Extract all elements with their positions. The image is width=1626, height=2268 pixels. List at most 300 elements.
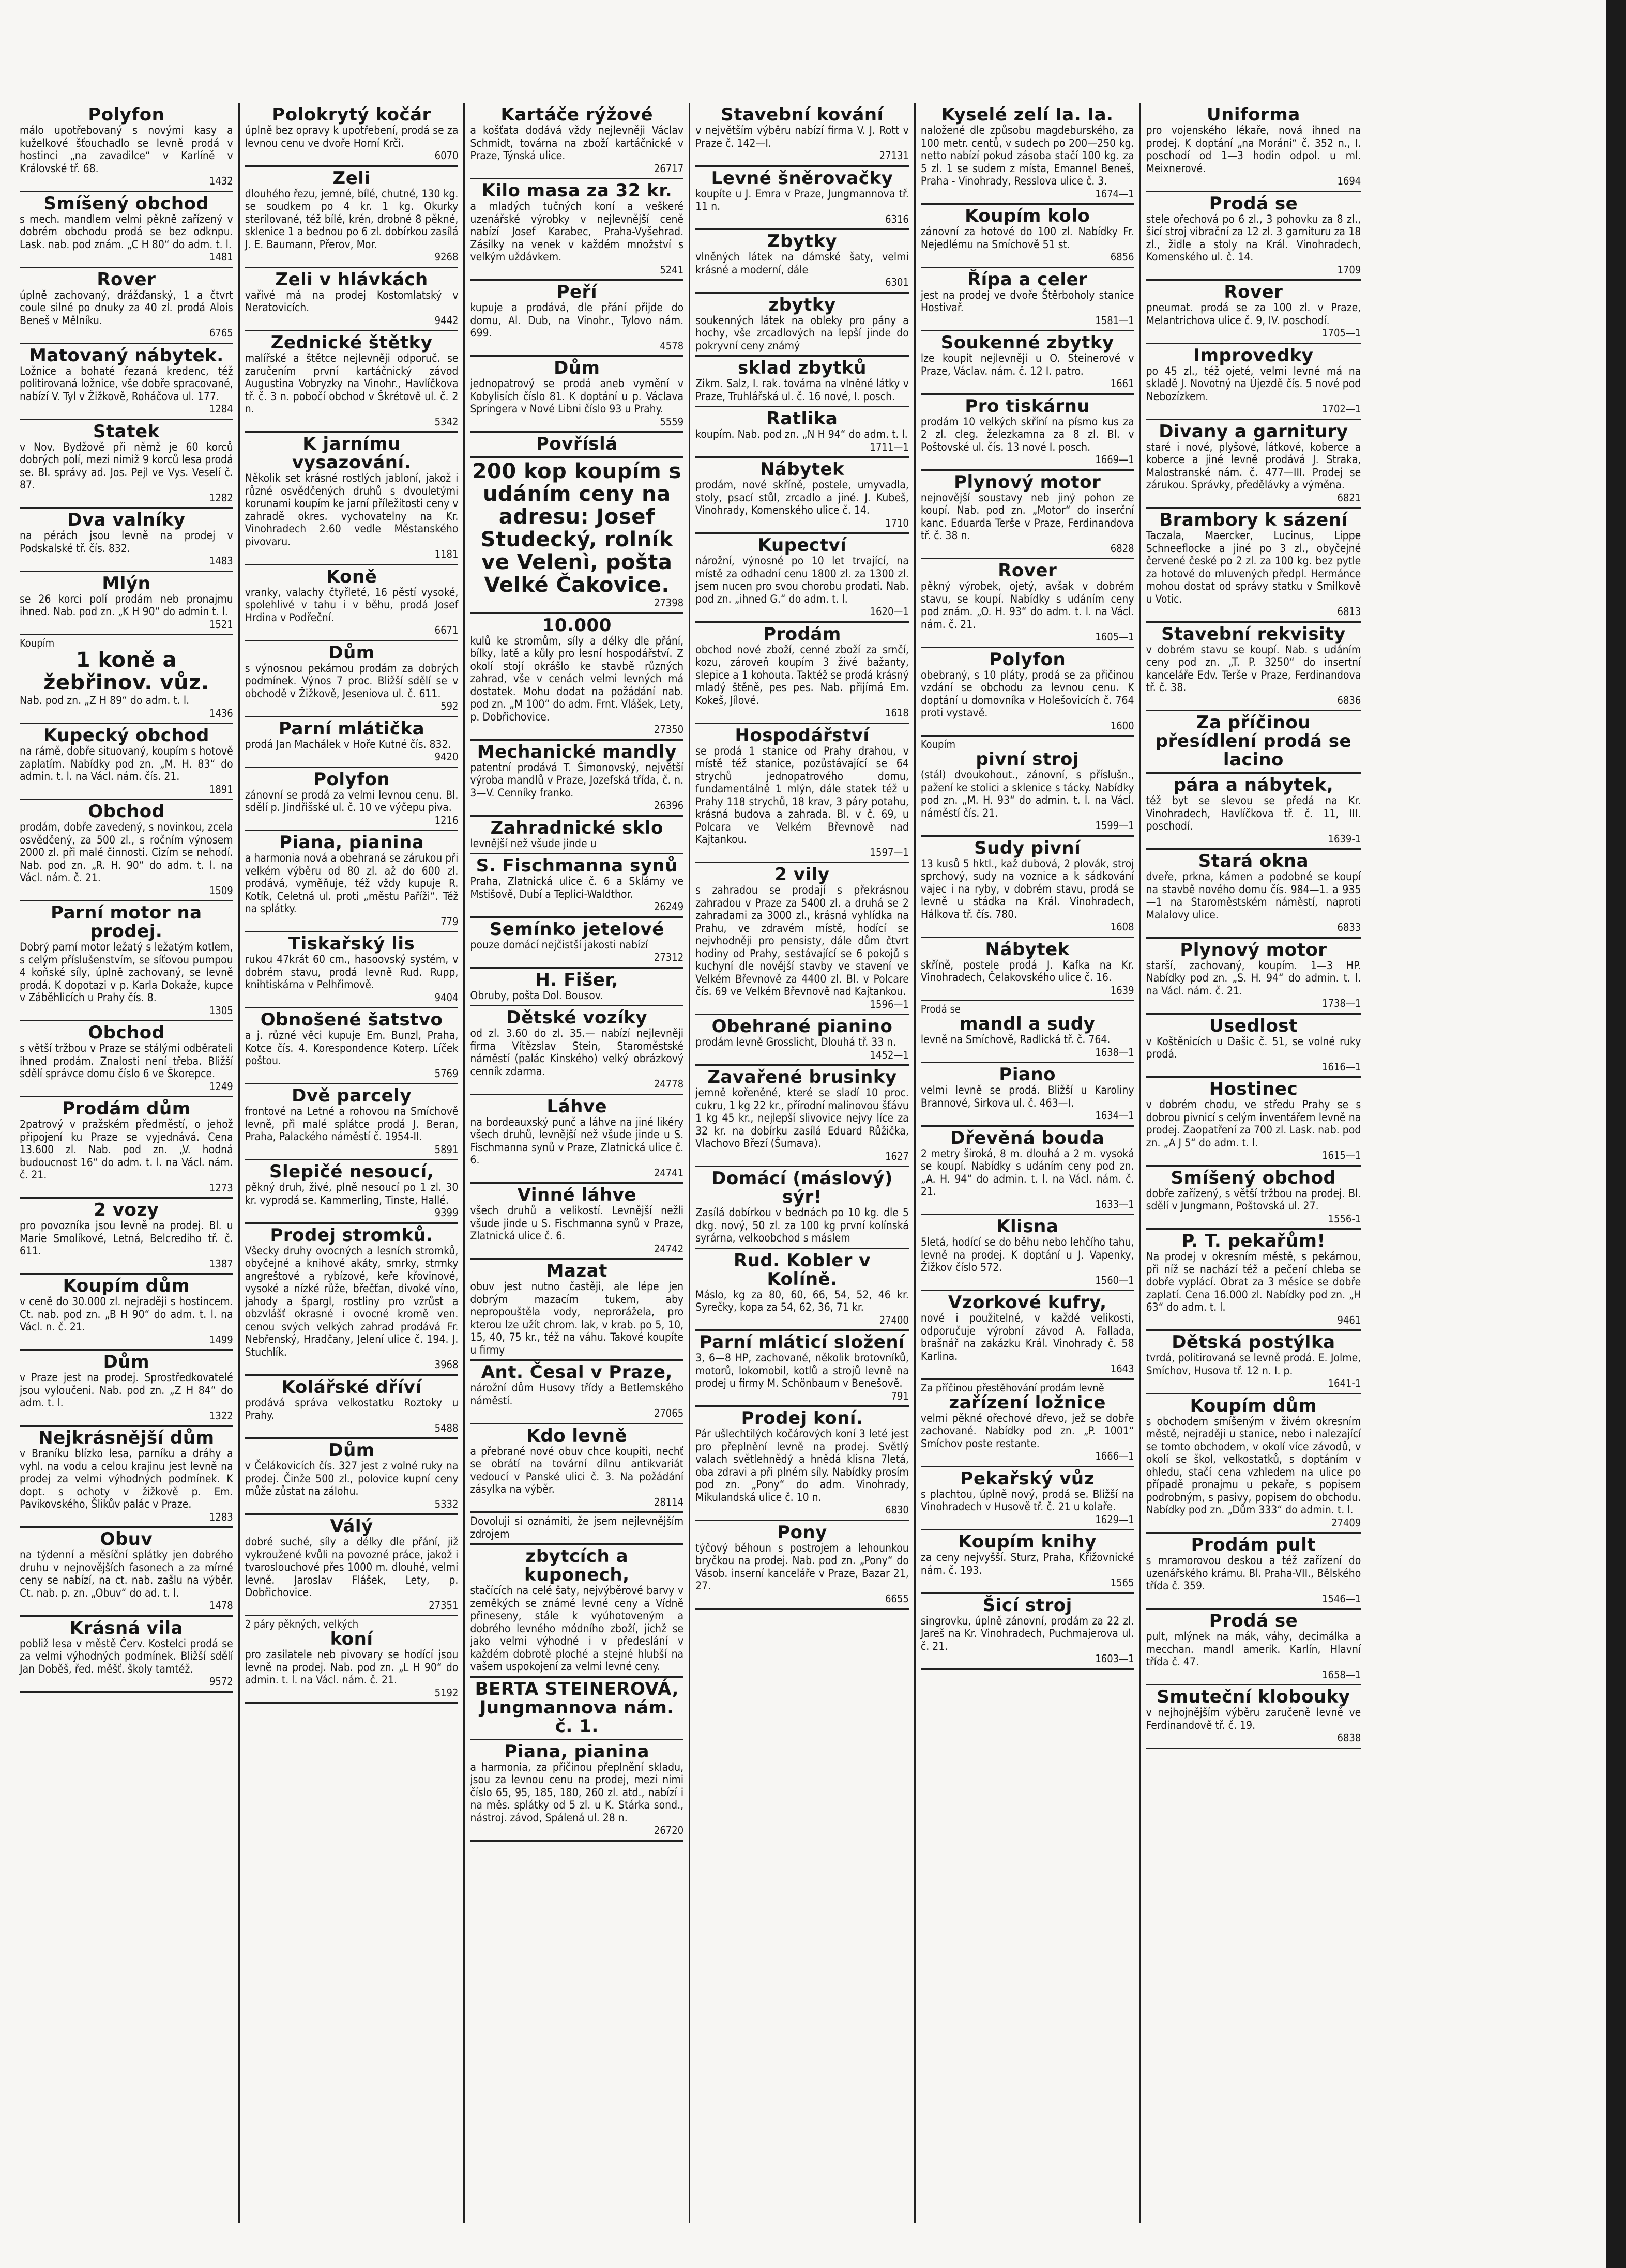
ad-title: Dům	[554, 358, 600, 378]
ad-code: 9399	[434, 1206, 459, 1219]
ad-title: Řípa a celer	[967, 269, 1088, 290]
ad-code: 6813	[1337, 605, 1361, 618]
ad-title: Obchod	[88, 1022, 165, 1043]
ad-title: Improvedky	[1193, 345, 1314, 366]
classified-ad	[921, 268, 1134, 332]
ad-code: 5192	[434, 1686, 459, 1699]
classified-ads-page	[14, 103, 1591, 2223]
classified-ad	[921, 331, 1134, 395]
ad-body: a přebrané nové obuv chce koupiti, nechť se obrátí na tovární dílnu antikvariát vedoucí v Panské ulici č. 3. Na požádání zásylka na výběr.	[470, 1445, 684, 1495]
ad-body: v Praze jest na prodej. Sprostředkovatelé jsou vyloučeni. Nab. pod zn. „Z H 84“ do adm. t. l.	[20, 1371, 233, 1409]
classified-ad	[921, 837, 1134, 938]
classified-ad	[20, 420, 233, 509]
ad-code: 6856	[1110, 251, 1134, 263]
ad-title: 200 kop koupím s udáním ceny na adresu: Josef Studecký, rolník ve Velenì, pošta Velké Čakovice.	[472, 459, 681, 597]
ad-title: Piano	[999, 1064, 1056, 1085]
ad-code: 24778	[654, 1078, 684, 1090]
classified-ad	[470, 1095, 683, 1184]
ad-body: prodá Jan Machálek v Hoře Kutné čís. 832.	[245, 738, 451, 750]
ad-title: Rover	[97, 269, 156, 290]
classified-ad	[921, 1380, 1134, 1467]
ad-body: vranky, valachy čtyřleté, 16 pěstí vysoké, spolehlivé v tahu i v běhu, prodá Josef Hrdina v Podřeční.	[245, 586, 459, 624]
classified-ad	[695, 407, 909, 458]
ad-body: a harmonia nová a obehraná se zárukou při velkém výběru od 80 zl. až do 600 zl. prodává, vyměňuje, též vždy kupuje R. Kotík, Celetná ul. proti „městu Paříži“. Též na splátky.	[245, 852, 459, 915]
ad-code: 1605—1	[1095, 631, 1134, 643]
classified-ad	[20, 901, 233, 1021]
ad-body: dlouhého řezu, jemné, bílé, chutné, 130 kg. se soudkem po 4 kr. 1 kg. Okurky sterilované, též bílé, krén, drobné 8 pěkné, sklenice 1 a bednou po 6 zl. dobírkou zasílá J. E. Baumann, Přerov, Mor.	[245, 187, 459, 251]
ad-title: Kolářské dříví	[281, 1376, 422, 1398]
ad-code: 1596—1	[870, 998, 909, 1010]
ad-title: Dětská postýlka	[1172, 1332, 1335, 1353]
ad-code: 6830	[885, 1504, 909, 1516]
ad-body: tvrdá, politirovaná se levně prodá. E. Jolme, Smíchov, Husova tř. 12 n. I. p.	[1146, 1352, 1361, 1377]
ad-code: 1694	[1337, 175, 1361, 187]
classified-ad	[1146, 1331, 1361, 1394]
ad-title: Stará okna	[1198, 851, 1309, 871]
classified-ad	[245, 768, 459, 832]
classified-ad	[20, 268, 233, 344]
ad-code: 27409	[1331, 1516, 1361, 1529]
ad-title: Zbytky	[767, 231, 838, 252]
ad-title: Brambory k sázení	[1159, 510, 1348, 530]
ad-title: Za příčinou přesídlení prodá se lacino	[1155, 712, 1352, 770]
classified-ad	[1146, 103, 1361, 192]
ad-title: Kupectví	[757, 535, 847, 556]
ad-body: Ložnice a bohaté řezaná kredenc, též politirovaná ložnice, vše dobře spracované, nabízí V. Tyl v Žižkově, Roháčova ul. 177.	[20, 364, 233, 403]
classified-ad	[470, 1260, 683, 1361]
ad-code: 9268	[434, 251, 459, 263]
classified-ad	[245, 565, 459, 641]
ad-title: Zeli v hlávkách	[275, 269, 428, 290]
ad-body: Máslo, kg za 80, 60, 66, 54, 52, 46 kr. Syrečky, kopa za 54, 62, 36, 71 kr.	[695, 1288, 909, 1313]
classified-ad	[245, 1376, 459, 1439]
classified-ad	[921, 737, 1134, 837]
classified-ad	[20, 103, 233, 192]
ad-body: v ceně do 30.000 zl. nejraději s hostincem. Ct. nab. pod zn. „B H 90“ do adm. t. l. na Václ. n. č. 21.	[20, 1295, 233, 1333]
ad-code: 9420	[434, 750, 459, 763]
ad-title: Slepičé nesoucí,	[269, 1161, 434, 1182]
ad-body: v Braníku blízko lesa, parníku a dráhy a vyhl. na vodu a celou krajinu jest levně na prodej za velmi výhodných podmínek. K dopt. s ochoty v žižkově p. Em. Pavikovského, Šlikův palác v Praze.	[20, 1447, 233, 1510]
ad-code: 1273	[209, 1181, 233, 1194]
ad-code: 5559	[660, 415, 684, 428]
classified-ad	[20, 1097, 233, 1199]
ad-code: 1669—1	[1095, 453, 1134, 466]
ad-title: Semínko jetelové	[489, 918, 664, 940]
ad-title: Vinné láhve	[517, 1185, 636, 1205]
ad-title: Plynový motor	[1180, 939, 1327, 960]
ad-title: Koupím dům	[1190, 1395, 1317, 1416]
ad-code: 6765	[209, 327, 233, 339]
ad-body: s větší tržbou v Praze se stálými odběrateli ihned prodám. Znalosti není třeba. Bližší sdělí správce domu číslo 6 ve Škorepce.	[20, 1042, 233, 1080]
ad-title: 1 koně a žebřinov. vůz.	[43, 648, 209, 695]
ad-title: Obnošené šatstvo	[260, 1009, 443, 1030]
ad-prefix: 2 páry pěkných, velkých	[245, 1618, 359, 1630]
ad-title: 2 vozy	[94, 1200, 159, 1220]
ad-body: rukou 47krát 60 cm., hasoovský systém, v dobrém stavu, prodá levně Rud. Rupp, knihtiskárna v Pelhřimově.	[245, 953, 459, 991]
ad-code: 1597—1	[870, 846, 909, 859]
ad-title: Ratlika	[766, 408, 838, 429]
ad-title: Kupecký obchod	[43, 725, 209, 746]
ad-title: Parní mláticí složení	[699, 1332, 905, 1353]
classified-ad	[1146, 1394, 1361, 1534]
ad-body: s zahradou se prodají s překrásnou zahradou v Praze za 5400 zl. a druhá se 2 zahradami za 3000 zl., krásná vyhlídka na Prahu, ve zdravém místě, hodící se nejvhodněji pro pensisty, dále dům čtvrt hodiny od Prahy, sestávající se 6 pokojů s kuchyní dle novější stavby ve stavení ve Velkém Břevnově za 4400 zl. Bl. v Polcare čís. 69 ve Velkém Břevnově nad Kajtankou.	[695, 884, 909, 998]
ad-title: Obchod	[88, 801, 165, 822]
ad-code: 6833	[1337, 921, 1361, 933]
ad-body: v dobrém stavu se koupí. Nab. s udáním ceny pod zn. „T. P. 3250“ do insertní kanceláře Edv. Terše v Praze, Ferdinandova tř. č. 38.	[1146, 643, 1361, 694]
classified-ad	[470, 281, 683, 357]
ad-body: nové i použitelné, v každé velikosti, odporučuje výrobní závod A. Fallada, brašnář na zakázku Král. Vinohrady č. 58 Karlina.	[920, 1312, 1134, 1362]
ad-title: Statek	[93, 421, 160, 442]
classified-ad	[921, 1467, 1134, 1531]
ad-title: pivní stroj	[976, 749, 1080, 770]
ad-code: 1284	[209, 403, 233, 415]
classified-ad	[20, 1528, 233, 1617]
classified-ad	[470, 1424, 683, 1513]
ad-code: 1565	[1110, 1576, 1134, 1589]
classified-ad	[921, 938, 1134, 1002]
ad-title: Usedlost	[1209, 1015, 1298, 1036]
ad-body: Zasílá dobírkou v bednách po 10 kg. dle 5 dkg. nový, 50 zl. za 100 kg první kolínská syrárna, velkoobchod s máslem	[695, 1206, 909, 1244]
classified-ad	[245, 103, 459, 167]
ad-title: 10.000	[542, 615, 612, 636]
ad-body: s mramorovou deskou a též zařízení do uzenářského krámu. Bl. Praha-VII., Bělského třída č. 359.	[1146, 1554, 1361, 1592]
ad-body: vlněných látek na dámské šaty, velmi krásné a moderní, dále	[695, 251, 909, 276]
ad-body: též byt se slevou se předá na Kr. Vinohradech, Havlíčkova tř. č. 11, III. poschodí.	[1146, 794, 1361, 832]
ad-title: Nejkrásnější dům	[38, 1428, 215, 1448]
ad-body: v Čelákovicích čís. 327 jest z volné ruky na prodej. Činže 500 zl., polovice kupní ceny může zůstat na zálohu.	[245, 1460, 459, 1497]
ad-body: prodám 10 velkých skříní na písmo kus za 2 zl. cleg. železkamna za 8 zl. Bl. v Poštovské ul. čís. 13 nové I. posch.	[920, 415, 1134, 453]
classified-ad	[921, 103, 1134, 205]
classified-ad	[470, 1184, 683, 1260]
ad-code: 1738—1	[1322, 997, 1361, 1009]
classified-ad	[245, 1084, 459, 1160]
ad-title: P. T. pekařům!	[1181, 1231, 1326, 1251]
ad-title: Dvě parcely	[292, 1085, 412, 1106]
ad-code: 9404	[434, 991, 459, 1004]
ad-code: 1249	[209, 1080, 233, 1093]
classified-ad	[921, 648, 1134, 737]
ad-body: pro vojenského lékaře, nová ihned na prodej. K doptání „na Moráni“ č. 352 n., I. poschodí od 1—3 hodin odpol. u ml. Meixnerové.	[1146, 124, 1361, 175]
ad-title: Krásná vila	[69, 1617, 183, 1638]
ad-body: v největším výběru nabízí firma V. J. Rott v Praze č. 142—I.	[695, 124, 909, 149]
ad-body: s obchodem smíšeným v živém okresním městě, nejraději u stanice, nebo i nalezající se tomto obchodem, v okolí více závodů, v okolí se škol, velkostatků, s doptáním v ohledu, stačí cena vzhledem na ulice po případě pronajmu u pekaře, s popisem podrobným, s pasivy, popisem do obchodu. Nabídky pod zn. „Dům 333“ do admin. t. l.	[1146, 1415, 1361, 1516]
ad-title: Pekařský vůz	[960, 1468, 1095, 1489]
classified-ad	[245, 932, 459, 1008]
ad-code: 1305	[209, 1004, 233, 1017]
classified-ad	[921, 205, 1134, 268]
classified-ad	[245, 1515, 459, 1616]
ad-body: malířské a štětce nejlevněji odporuč. se zaručením první kartáčnický závod Augustina Vobryzky na Vinohr., Havlíčkova tř. č. 3 n. pobočí obchod v Škrétově ul. č. 2 n.	[245, 352, 459, 415]
ad-title: Polyfon	[88, 104, 165, 125]
column-6	[1141, 103, 1366, 2223]
ad-body: levnější než všude jinde u	[470, 837, 597, 850]
ad-title: Koně	[326, 566, 377, 587]
ad-code: 1658—1	[1322, 1668, 1361, 1681]
ad-prefix: Za příčinou přestěhování prodám levně	[920, 1381, 1104, 1394]
ad-title: Dům	[328, 1440, 375, 1461]
classified-ad	[695, 1249, 909, 1331]
ad-title: Prodám pult	[1191, 1535, 1316, 1555]
ad-code: 1674—1	[1095, 187, 1134, 200]
ad-code: 6828	[1110, 542, 1134, 555]
classified-ad	[20, 192, 233, 268]
classified-ad	[470, 741, 683, 817]
ad-body: koupíte u J. Emra v Praze, Jungmannova tř. 11 n.	[695, 187, 909, 212]
ad-title: Sudy pivní	[974, 837, 1081, 859]
ad-body: prodává správa velkostatku Roztoky u Prahy.	[245, 1396, 459, 1421]
classified-ad	[695, 724, 909, 864]
ad-body: dobře zařízený, s větší tržbou na prodej. Bl. sdělí v Jungmann, Poštovská ul. 27.	[1146, 1187, 1361, 1212]
ad-code: 4578	[660, 339, 684, 352]
ad-code: 27351	[429, 1599, 459, 1612]
ad-body: vařivé má na prodej Kostomlatský v Neratovicích.	[245, 288, 459, 314]
ad-code: 5769	[434, 1067, 459, 1080]
ad-title: Divany a garnitury	[1159, 421, 1348, 442]
ad-body: a harmonia, za přičinou přeplnění skladu, jsou za levnou cenu na prodej, mezi nimi číslo 65, 95, 185, 180, 260 zl. atd., nabízí i na měs. splátky od 5 zl. u K. Stárka sond., nástroj. závod, Spálená ul. 28 n.	[470, 1760, 684, 1824]
column-4	[690, 103, 916, 2223]
ad-body: dobré suché, síly a délky dle přání, již vykroužené kvůli na povozné práce, jakož i tvaroslouchové přes 1000 m. dlouhé, velmi levně. Jaroslav Flášek, Lety, p. Dobřichovice.	[245, 1536, 459, 1599]
classified-ad	[695, 1015, 909, 1066]
ad-body: úplně bez opravy k upotřebení, prodá se za levnou cenu ve dvoře Horní Krči.	[245, 124, 459, 149]
classified-ad	[245, 717, 459, 768]
ad-code: 6838	[1337, 1731, 1361, 1744]
scan-edge-bar	[1606, 0, 1626, 2268]
ad-body: zánovní za hotové do 100 zl. Nabídky Fr. Nejedlému na Smíchově 51 st.	[920, 225, 1134, 251]
ad-title: mandl a sudy	[960, 1014, 1096, 1034]
ad-code: 1483	[209, 555, 233, 567]
ad-title: Prodá se	[1209, 1611, 1298, 1631]
ad-code: 6821	[1337, 491, 1361, 504]
ad-code: 1322	[209, 1409, 233, 1422]
ad-title: Rud. Kobler v Kolíně.	[734, 1250, 871, 1290]
ad-body: prodám levně Grosslicht, Dlouhá tř. 33 n.	[695, 1036, 896, 1048]
classified-ad	[20, 1199, 233, 1275]
ad-title: Polyfon	[313, 769, 390, 790]
classified-ad	[1146, 1015, 1361, 1078]
ad-body: málo upotřebovaný s novými kasy a kuželkové šťouchadlo se levně prodá v hostinci „na zavadilce“ v Karlíně v Královské tř. 68.	[20, 124, 233, 175]
ad-title: Parní motor na prodej.	[51, 902, 202, 942]
classified-ad	[20, 1617, 233, 1693]
classified-ad	[245, 641, 459, 717]
ad-body: se 26 korci polí prodám neb pronajmu ihned. Nab. pod zn. „K H 90“ do admin t. l.	[20, 592, 233, 618]
ad-code: 26396	[654, 799, 684, 811]
ad-body: soukenných látek na obleky pro pány a hochy, vše zrcadlových na lepší jinde do pokryvní ceny známý	[695, 314, 909, 352]
classified-ad	[695, 103, 909, 167]
ad-code: 24741	[654, 1166, 684, 1179]
classified-ad	[921, 1127, 1134, 1216]
classified-ad	[1146, 623, 1361, 712]
ad-title: Prodám dům	[62, 1098, 191, 1119]
ad-title: Kartáče rýžové	[500, 104, 654, 125]
ad-code: 1581—1	[1095, 314, 1134, 327]
ad-body: a j. různé věci kupuje Em. Bunzl, Praha, Kotce čís. 4. Korespondence Koterp. Líček poštou.	[245, 1029, 459, 1067]
ad-title: Dům	[103, 1352, 150, 1372]
ad-title: Pony	[777, 1522, 827, 1543]
ad-body: pobliž lesa v městě Červ. Kostelci prodá se za velmi výhodných podmínek. Bližší sdělí Jan Doběš, řed. měšť. školy tamtéž.	[20, 1637, 233, 1675]
ad-body: pro povozníka jsou levně na prodej. Bl. u Marie Smolíkové, Letná, Belcrediho tř. č. 611.	[20, 1219, 233, 1257]
ad-title: Klisna	[996, 1216, 1059, 1237]
ad-title: Tiskařský lis	[288, 933, 415, 954]
ad-code: 5488	[434, 1421, 459, 1434]
ad-title: Obuv	[100, 1529, 153, 1550]
ad-code: 27400	[879, 1313, 909, 1326]
classified-ad	[921, 1063, 1134, 1127]
ad-body: jemně kořeněné, které se sladí 10 proc. cukru, 1 kg 22 kr., přírodní malinovou šťávu 1 kg 45 kr., nejlepší slivovice nejvy líce za 32 kr. na dobírku zasílá Eduard Růžička, Vlachovo Březí (Šumava).	[695, 1086, 909, 1150]
ad-body: obchod nové zboží, cenné zboží za srnčí, kozu, zároveň koupím 3 živé bažanty, slepice a 1 kohouta. Taktéž se prodá krásný mladý štěně, pes pes. Nab. přijímá Em. Kokeš, Jílové.	[695, 643, 909, 707]
ad-code: 1711—1	[870, 440, 909, 453]
ad-title: Rover	[998, 560, 1057, 581]
ad-code: 1600	[1110, 719, 1134, 732]
ad-title: zařízení ložnice	[949, 1392, 1106, 1413]
ad-code: 1620—1	[870, 605, 909, 618]
classified-ad	[695, 230, 909, 294]
ad-code: 1629—1	[1095, 1513, 1134, 1526]
ad-title: Koupím knihy	[958, 1531, 1097, 1552]
ad-code: 9572	[209, 1675, 233, 1688]
classified-ad	[20, 635, 233, 724]
ad-body: 2patrový v pražském předměstí, o jehož připojení ku Praze se vyjednává. Cena 13.600 zl. Nab. pod zn. „V. hodná budoucnost 16“ do adm. t. l. na Václ. nám. č. 21.	[20, 1118, 233, 1181]
classified-ad	[245, 433, 459, 565]
ad-body: Taczala, Maercker, Lucinus, Lippe Schneeflocke a jiné po 3 zl., obyčejné červené české po 2 zl. za 100 kg. bez pytle za hotové do mluvených předpl. Hermánce mohou dostat od správy statku v Smilkově u Votic.	[1146, 529, 1361, 605]
ad-title: Nábytek	[985, 939, 1070, 960]
classified-ad	[1146, 1078, 1361, 1167]
ad-body: dveře, prkna, kámen a podobné se koupí na stavbě nového domu čís. 984—1. a 935—1 na Staroměstském náměstí, naproti Malalovy ulice.	[1146, 870, 1361, 921]
ad-title: pára a nábytek,	[1173, 775, 1334, 795]
ad-code: 27398	[654, 596, 684, 609]
ad-title: Kilo masa za 32 kr.	[481, 180, 673, 201]
ad-code: 592	[440, 700, 459, 712]
ad-body: s výnosnou pekárnou prodám za dobrých podmínek. Výnos 7 proc. Bližší sdělí se v obchodě v Žižkově, Jeseniova ul. č. 611.	[245, 662, 459, 700]
ad-body: velmi levně se prodá. Bližší u Karoliny Brannové, Sirkova ul. č. 463—I.	[920, 1084, 1134, 1109]
classified-ad	[470, 179, 683, 281]
classified-ad	[921, 471, 1134, 560]
ad-body: jednopatrový se prodá aneb vymění v Kobylisích číslo 81. K doptání u p. Václava Springera v Nové Libni číslo 93 u Prahy.	[470, 377, 684, 415]
ad-title: Láhve	[546, 1096, 607, 1117]
ad-title: Zednické štětky	[270, 332, 433, 353]
ad-body: Na prodej v okresním městě, s pekárnou, při níž se nachází též a pečení chleba se dobře vyplácí. Obrat za 3 měsíce se dobře zaplatí. Cena 16.000 zl. Nabídky pod zn. „H 63“ do adm. t. l.	[1146, 1250, 1361, 1313]
ad-code: 1603—1	[1095, 1652, 1134, 1665]
ad-body: Několik set krásné rostlých jabloní, jakož i různé osvědčených druhů s dvouletými korunami koupím ke jarní příležitosti ceny v zahradě okres. vychovatelny na Kr. Vinohradech 2.60 vedle Městanského pivovaru.	[245, 472, 459, 548]
ad-body: jest na prodej ve dvoře Štěrboholy stanice Hostivař.	[920, 288, 1134, 314]
ad-body: na týdenní a měsíční splátky jen dobrého druhu v nejnovějších fasonech a za mírné ceny se nabízí, na ct. nab. zašlu na výběr. Ct. nab. p. zn. „Obuv“ do ad. t. l.	[20, 1549, 233, 1599]
ad-body: od zl. 3.60 do zl. 35.— nabízí nejlevněji firma Vítězslav Stein, Staroměstské náměstí (palác Kinského) velký obrázkový cenník zdarma.	[470, 1027, 684, 1078]
classified-ad	[1146, 711, 1361, 774]
ad-title: Hospodářství	[735, 725, 870, 746]
classified-ad	[245, 268, 459, 332]
ad-body: s mech. mandlem velmi pěkně zařízený v dobrém obchodu prodá se bez odknpu. Lask. nab. pod znám. „C H 80“ do adm. t. l.	[20, 212, 233, 251]
classified-ad	[245, 1616, 459, 1704]
ad-body: stačících na celé šaty, nejvýběrové barvy v zeměkých se známé levné ceny a Vídně přineseny, stále k vyúhotoveným a dobrého levného módního zboží, jichž se jako velmi výhodné i v předeslání v každém dobrotě ploché a stejné hlubší na vašem uspokojení za velmi levné ceny.	[470, 1584, 684, 1673]
classified-ad	[1146, 1230, 1361, 1331]
ad-body: lze koupit nejlevněji u O. Steinerové v Praze, Václav. nám. č. 12 I. patro.	[920, 352, 1134, 377]
ad-title: Vzorkové kufry,	[948, 1292, 1107, 1313]
ad-title: Plynový motor	[954, 471, 1101, 493]
ad-title: Zavařené brusinky	[707, 1067, 897, 1087]
ad-title: Prodej koní.	[741, 1408, 863, 1429]
ad-title: Ant. Česal v Praze,	[481, 1362, 673, 1383]
ad-body: pult, mlýnek na mák, váhy, decimálka a mecchan. mandl amerik. Karlín, Hlavní třída č. 47.	[1146, 1630, 1361, 1668]
ad-body: koupím. Nab. pod zn. „N H 94“ do adm. t. l.	[695, 428, 908, 440]
column-3	[465, 103, 690, 2223]
ad-code: 3968	[434, 1358, 459, 1371]
ad-code: 28114	[654, 1495, 684, 1508]
ad-body: pro zasilatele neb pivovary se hodící jsou levně na prodej. Nab. pod zn. „L H 90“ do admin. t. l. na Václ. nám. č. 21.	[245, 1648, 459, 1686]
ad-code: 1283	[209, 1510, 233, 1523]
ad-title: Mlýn	[102, 573, 151, 594]
classified-ad	[20, 344, 233, 420]
classified-ad	[1146, 939, 1361, 1015]
classified-ad	[20, 800, 233, 901]
column-2	[240, 103, 465, 2223]
ad-title: Smuteční klobouky	[1157, 1687, 1350, 1707]
classified-ad	[245, 331, 459, 433]
ad-title: sklad zbytků	[738, 358, 867, 378]
ad-title: Zahradnické sklo	[490, 817, 663, 838]
ad-code: 779	[440, 915, 459, 928]
classified-ad	[921, 1291, 1134, 1380]
ad-body: všech druhů a velikostí. Levnější nežli všude jinde u S. Fischmanna synů v Praze, Zlatnická ulice č. 6.	[470, 1204, 684, 1242]
ad-title: Stavební kování	[721, 104, 884, 125]
classified-ad	[470, 1740, 683, 1842]
classified-ad	[695, 1167, 909, 1249]
ad-code: 1627	[885, 1150, 909, 1162]
classified-ad	[1146, 281, 1361, 344]
classified-ad	[695, 167, 909, 231]
ad-code: 6655	[885, 1592, 909, 1605]
ad-body: Zikm. Salz, I. rak. továrna na vlněné látky v Praze, Truhlářská ul. č. 16 nové, I. posch.	[695, 377, 909, 403]
ad-body: Nab. pod zn. „Z H 89“ do adm. t. l.	[20, 694, 190, 707]
classified-ad	[470, 614, 683, 741]
ad-code: 1709	[1337, 263, 1361, 276]
ad-title: Polyfon	[989, 649, 1066, 670]
ad-title: BERTA STEINEROVÁ, Jungmannova nám. č. 1.	[475, 1678, 679, 1737]
ad-title: Rover	[1224, 282, 1283, 302]
classified-ad	[20, 724, 233, 800]
classified-ad	[470, 1006, 683, 1095]
classified-ad	[470, 969, 683, 1007]
ad-code: 1634—1	[1095, 1109, 1134, 1122]
ad-body: v Nov. Bydžově při němž je 60 korců dobrých polí, mezi nimiž 9 korců lesa prodá se. Bl. správy ad. Jos. Pejl ve Vys. Veselí č. 87.	[20, 440, 233, 491]
ad-code: 1615—1	[1322, 1149, 1361, 1161]
classified-ad	[695, 1331, 909, 1407]
ad-body: s plachtou, úplně nový, prodá se. Bližší na Vinohradech v Husově tř. č. 21 u kolaře.	[920, 1488, 1134, 1513]
ad-code: 26720	[654, 1824, 684, 1836]
ad-code: 1452—1	[870, 1048, 909, 1061]
ad-body: obebraný, s 10 pláty, prodá se za přičinou vzdání se obchodu za levnou cenu. K doptání u domovníka v Holešovicích č. 764 proti vystavě.	[920, 668, 1134, 719]
classified-ad	[245, 1008, 459, 1084]
ad-body: za ceny nejvyšší. Sturz, Praha, Křižovnické nám. č. 193.	[920, 1551, 1134, 1576]
ad-code: 1181	[434, 548, 459, 560]
classified-ad	[1146, 774, 1361, 850]
ad-body: na rámě, dobře situovaný, koupím s hotově zaplatím. Nabídky pod zn. „M. H. 83“ do admin. t. l. na Václ. nám. čís. 21.	[20, 745, 233, 783]
ad-title: Smíšený obchod	[1171, 1167, 1336, 1188]
ad-code: 6070	[434, 149, 459, 162]
classified-ad	[470, 1513, 683, 1545]
classified-ad	[470, 817, 683, 855]
classified-ad	[695, 458, 909, 534]
ad-code: 1705—1	[1322, 327, 1361, 339]
ad-code: 1478	[209, 1599, 233, 1612]
ad-code: 27312	[654, 951, 684, 963]
ad-body: pouze domácí nejčistší jakosti nabízí	[470, 938, 648, 951]
ad-code: 1639-1	[1328, 832, 1361, 845]
ad-title: Šicí stroj	[982, 1595, 1072, 1616]
ad-code: 6671	[434, 624, 459, 636]
ad-body: se prodá 1 stanice od Prahy drahou, v místě též stanice, pozůstávající se 64 strychů jednopatrového domu, fundamentálně 1 mlýn, dále statek též u Prahy 118 strychů, 18 krav, 3 páry potahu, krásná budova a zahrada. Bl. v č. 69, u Polcara ve Velkém Břevnově nad Kajtankou.	[695, 744, 909, 846]
ad-code: 1436	[209, 707, 233, 719]
ad-code: 1661	[1110, 377, 1134, 390]
ad-title: Stavební rekvisity	[1161, 623, 1346, 645]
